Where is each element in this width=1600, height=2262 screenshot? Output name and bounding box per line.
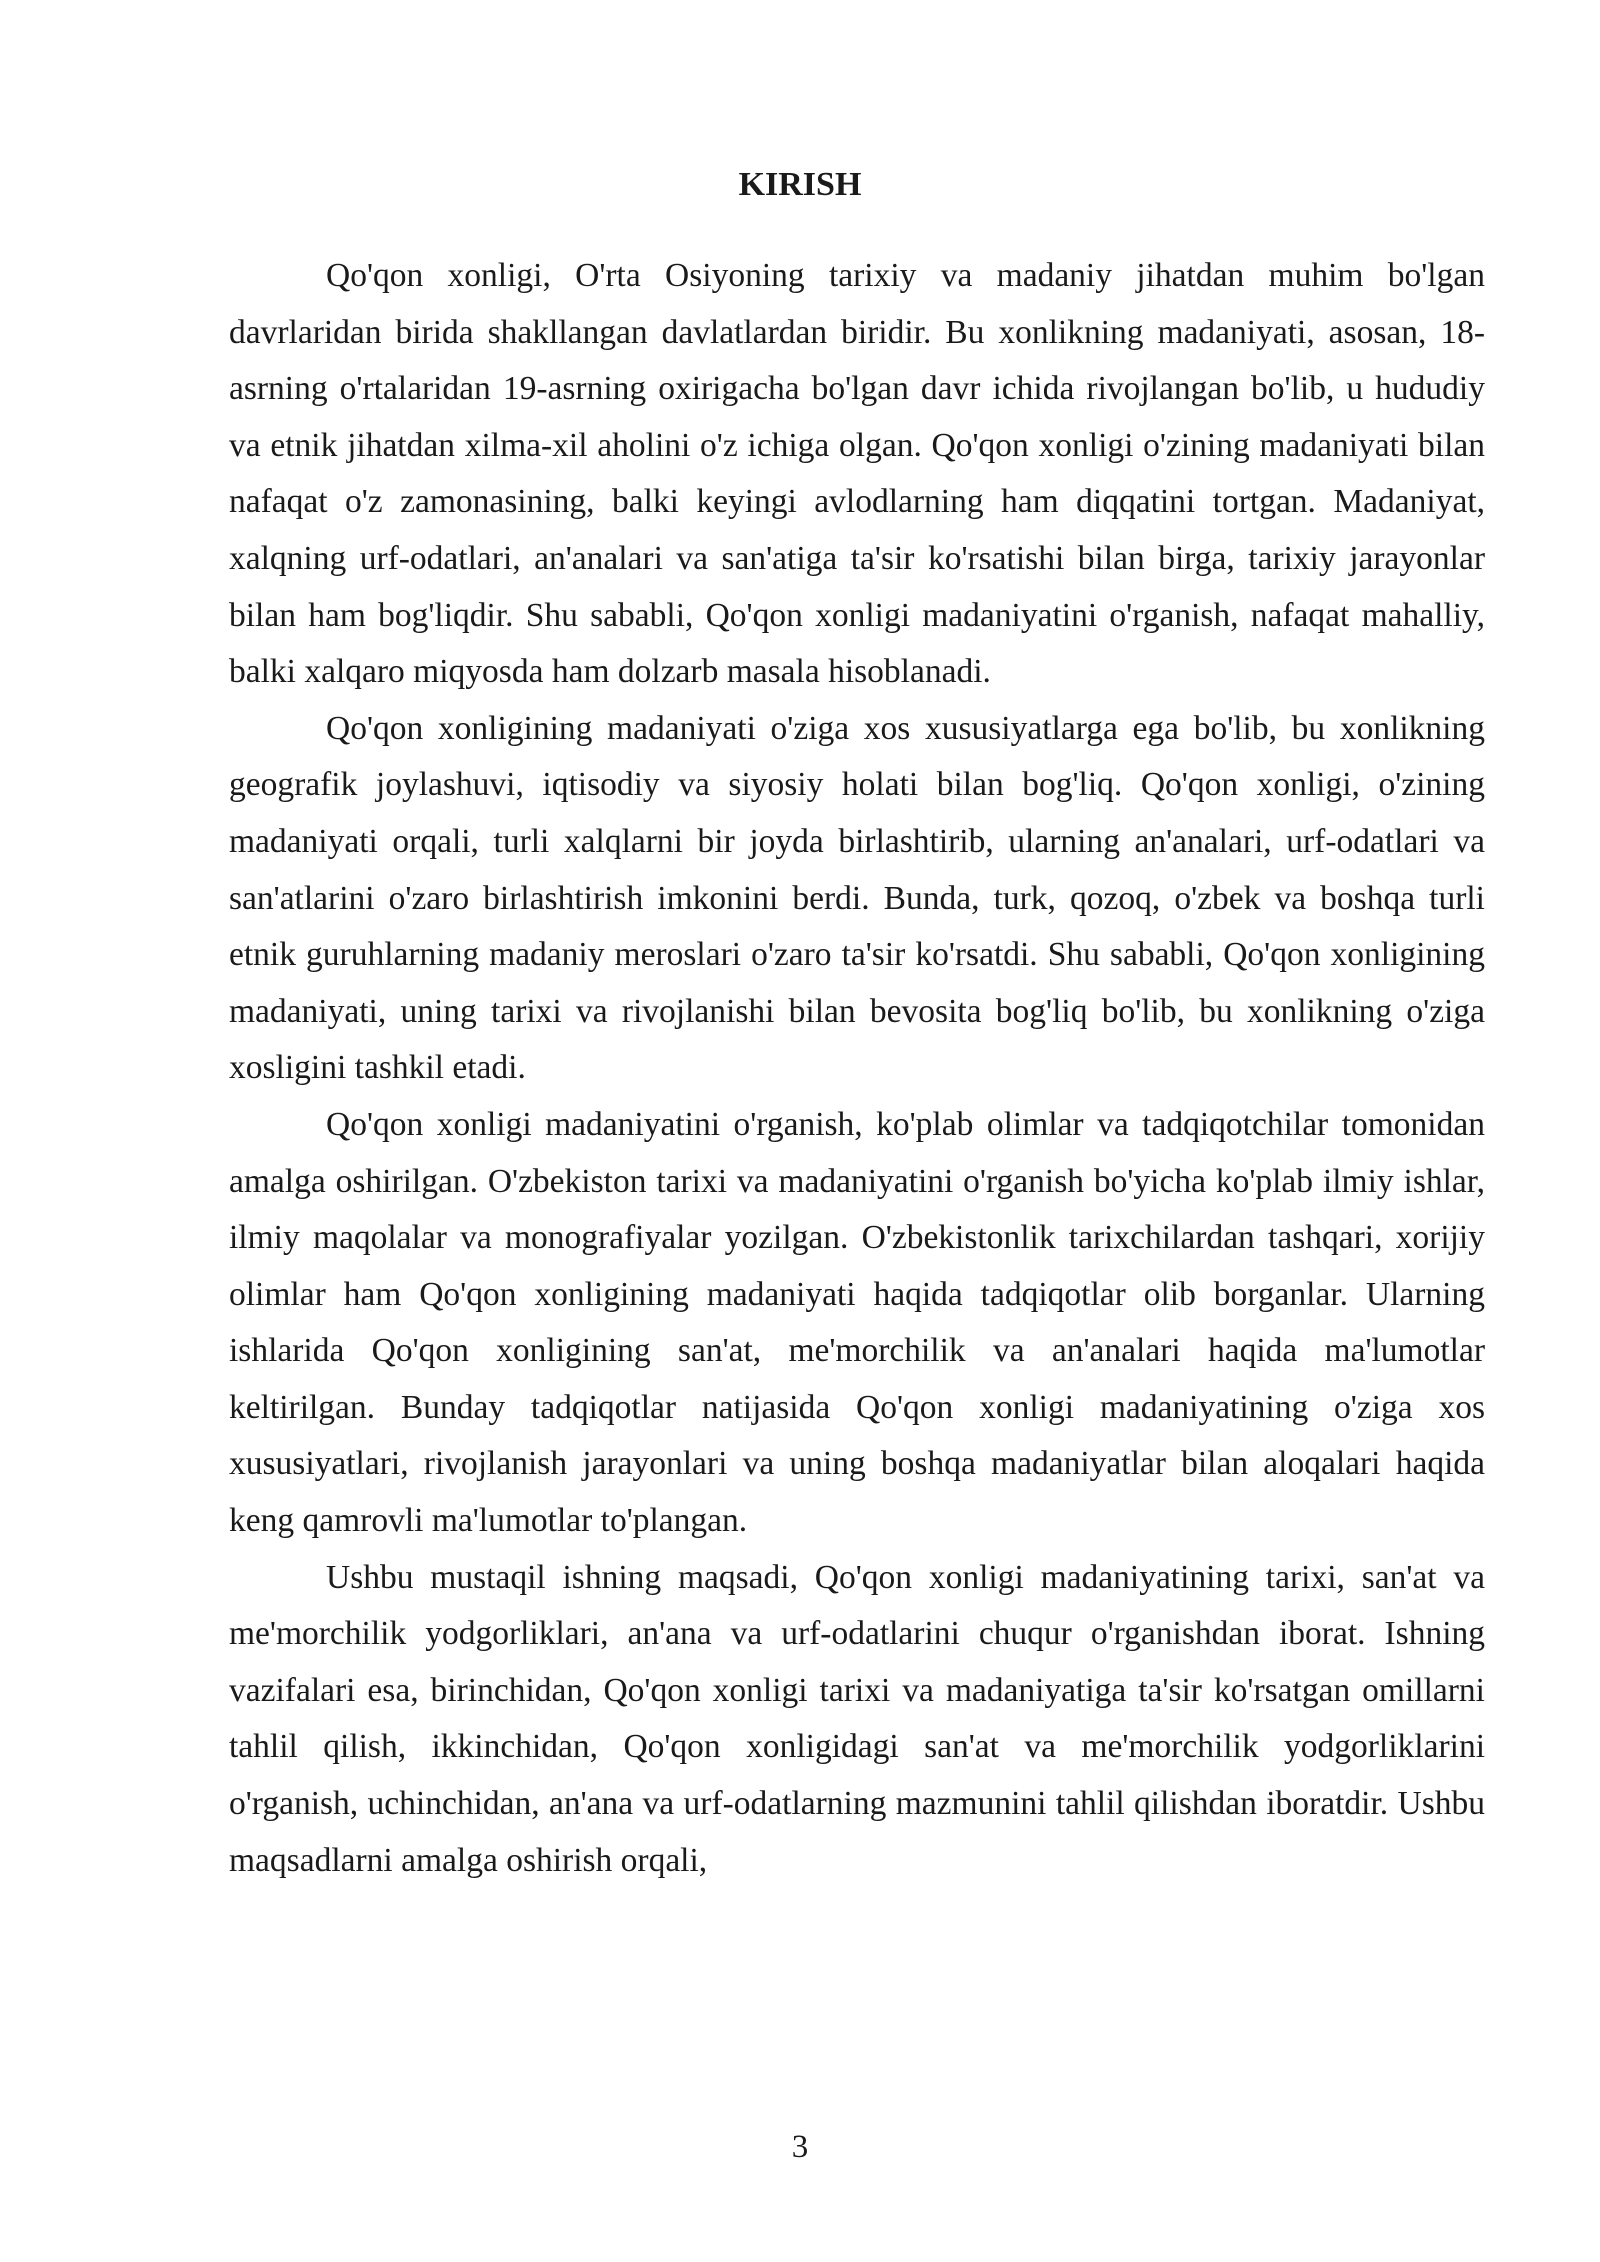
body-text: [229, 248, 1485, 1889]
paragraph-3: Qo'qon xonligi madaniyatini o'rganish, ko'plab olimlar va tadqiqotchilar tomonidan amalga oshirilgan. O'zbekiston tarixi va madaniyatini o'rganish bo'yicha ko'plab ilmiy ishlar, ilmiy maqolalar va monografiyalar yozilgan. O'zbekistonlik tarixchilardan tashqari, xorijiy olimlar ham Qo'qon xonligining madaniyati haqida tadqiqotlar olib borganlar. Ularning ishlarida Qo'qon xonligining san'at, me'morchilik va an'analari haqida ma'lumotlar keltirilgan. Bunday tadqiqotlar natijasida Qo'qon xonligi madaniyatining o'ziga xos xususiyatlari, rivojlanish jarayonlari va uning boshqa madaniyatlar bilan aloqalari haqida keng qamrovli ma'lumotlar to'plangan.: [229, 1105, 1485, 1540]
paragraph-2: Qo'qon xonligining madaniyati o'ziga xos xususiyatlarga ega bo'lib, bu xonlikning geografik joylashuvi, iqtisodiy va siyosiy holati bilan bog'liq. Qo'qon xonligi, o'zining madaniyati orqali, turli xalqlarni bir joyda birlashtirib, ularning an'analari, urf-odatlari va san'atlarini o'zaro birlashtirish imkonini berdi. Bunda, turk, qozoq, o'zbek va boshqa turli etnik guruhlarning madaniy meroslari o'zaro ta'sir ko'rsatdi. Shu sababli, Qo'qon xonligining madaniyati, uning tarixi va rivojlanishi bilan bevosita bog'liq bo'lib, bu xonlikning o'ziga xosligini tashkil etadi.: [229, 709, 1485, 1087]
page-number: 3: [791, 2129, 809, 2165]
paragraph-4: Ushbu mustaqil ishning maqsadi, Qo'qon xonligi madaniyatining tarixi, san'at va me'morchilik yodgorliklari, an'ana va urf-odatlarini chuqur o'rganishdan iborat. Ishning vazifalari esa, birinchidan, Qo'qon xonligi tarixi va madaniyatiga ta'sir ko'rsatgan omillarni tahlil qilish, ikkinchidan, Qo'qon xonligidagi san'at va me'morchilik yodgorliklarini o'rganish, uchinchidan, an'ana va urf-odatlarning mazmunini tahlil qilishdan iboratdir. Ushbu maqsadlarni amalga oshirish orqali,: [229, 1558, 1485, 1879]
paragraph-1: Qo'qon xonligi, O'rta Osiyoning tarixiy va madaniy jihatdan muhim bo'lgan davrlaridan birida shakllangan davlatlardan biridir. Bu xonlikning madaniyati, asosan, 18-asrning o'rtalaridan 19-asrning oxirigacha bo'lgan davr ichida rivojlangan bo'lib, u hududiy va etnik jihatdan xilma-xil aholini o'z ichiga olgan. Qo'qon xonligi o'zining madaniyati bilan nafaqat o'z zamonasining, balki keyingi avlodlarning ham diqqatini tortgan. Madaniyat, xalqning urf-odatlari, an'analari va san'atiga ta'sir ko'rsatishi bilan birga, tarixiy jarayonlar bilan ham bog'liqdir. Shu sababli, Qo'qon xonligi madaniyatini o'rganish, nafaqat mahalliy, balki xalqaro miqyosda ham dolzarb masala hisoblanadi.: [229, 257, 1485, 691]
page-title: KIRISH: [738, 166, 862, 203]
